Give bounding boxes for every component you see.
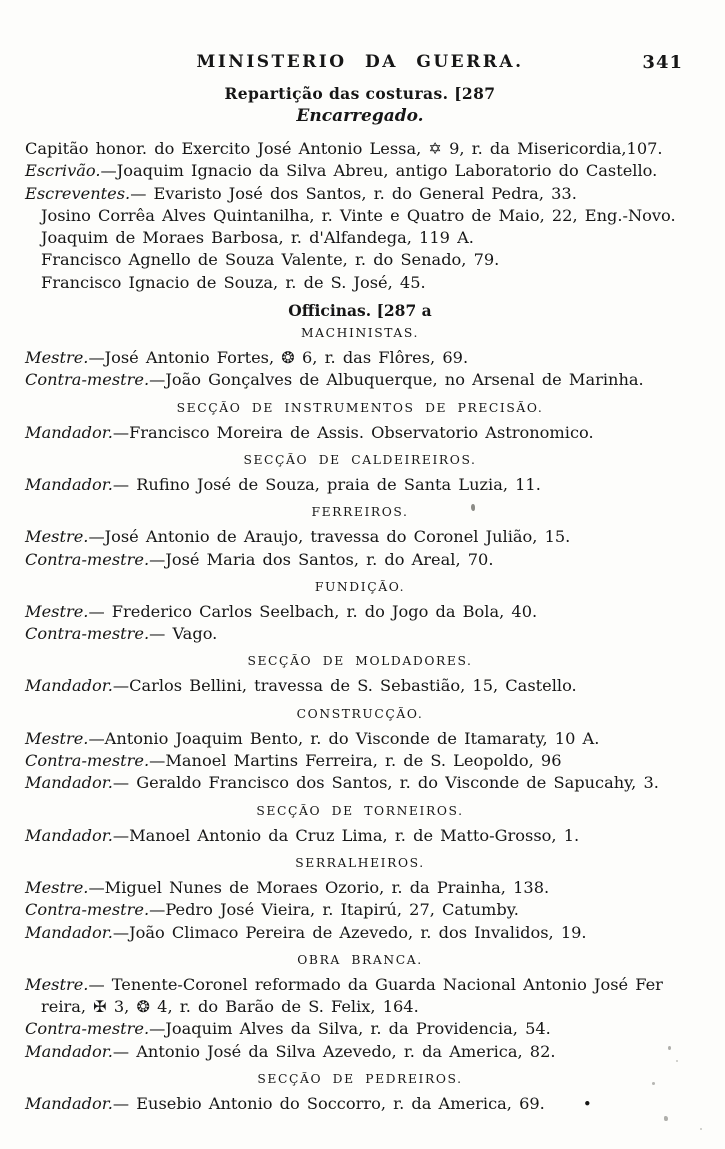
entry-text: Joaquim de Moraes Barbosa, r. d'Alfandega, 119 A.	[41, 228, 474, 248]
entry-text: — Frederico Carlos Seelbach, r. do Jogo da Bola, 40.	[88, 601, 538, 621]
entry-text: —Antonio Joaquim Bento, r. do Visconde de Itamaraty, 10 A.	[88, 728, 600, 748]
entry-text: — Evaristo José dos Santos, r. do General Pedra, 33.	[130, 183, 577, 203]
directory-entry	[25, 772, 695, 794]
section-heading: CONSTRUCÇÃO.	[296, 706, 424, 721]
entry-text: Francisco Agnello de Souza Valente, r. do Senado, 79.	[41, 250, 500, 270]
entry-label: Escreventes.	[25, 183, 131, 203]
ink-dot: •	[582, 1095, 592, 1114]
entry-label: Mestre.	[25, 601, 89, 621]
entry-text: — Geraldo Francisco dos Santos, r. do Visconde de Sapucahy, 3.	[112, 773, 659, 793]
directory-entry	[25, 877, 695, 899]
officinas-heading: Officinas. [287 a	[288, 301, 432, 321]
entry-text: —Francisco Moreira de Assis. Observatorio Astronomico.	[112, 422, 594, 442]
scan-speck	[700, 1128, 702, 1130]
directory-entry	[25, 1041, 695, 1063]
section-heading: SECÇÃO DE INSTRUMENTOS DE PRECISÃO.	[176, 400, 544, 415]
entry-label: Mestre.	[25, 974, 89, 994]
entry-label: Contra-mestre.	[25, 1019, 150, 1039]
directory-entry	[25, 160, 695, 182]
directory-entry	[25, 922, 695, 944]
directory-entry	[25, 183, 695, 205]
entry-text: —Pedro José Vieira, r. Itapirú, 27, Catumby.	[149, 900, 519, 920]
entry-label: Mandador.	[25, 922, 113, 942]
page-title: MINISTERIO DA GUERRA.	[196, 52, 524, 72]
entry-label: Mandador.	[25, 1041, 113, 1061]
directory-entry	[25, 272, 695, 294]
directory-entry	[25, 422, 695, 444]
directory-entry	[25, 205, 695, 227]
entry-text: —José Antonio de Araujo, travessa do Coronel Julião, 15.	[88, 527, 571, 547]
page-number: 341	[642, 52, 683, 73]
directory-entry-continuation	[25, 996, 695, 1018]
entry-label: Contra-mestre.	[25, 751, 150, 771]
entry-label: Mandador.	[25, 676, 113, 696]
entry-label: Contra-mestre.	[25, 370, 150, 390]
scan-speck	[668, 1046, 671, 1050]
scan-speck	[652, 1082, 655, 1085]
directory-entry	[25, 347, 695, 369]
scan-speck	[471, 504, 475, 511]
directory-entry	[25, 138, 695, 160]
department-heading: Repartição das costuras. [287	[224, 84, 496, 103]
entry-text: —Carlos Bellini, travessa de S. Sebastião, 15, Castello.	[112, 676, 577, 696]
entry-text: —Manoel Antonio da Cruz Lima, r. de Matto-Grosso, 1.	[112, 825, 580, 845]
section-heading: SECÇÃO DE MOLDADORES.	[247, 654, 473, 669]
section-heading: SECÇÃO DE PEDREIROS.	[257, 1072, 463, 1087]
entry-label: Mandador.	[25, 773, 113, 793]
entry-label: Mandador.	[25, 474, 113, 494]
entry-text: — Rufino José de Souza, praia de Santa Luzia, 11.	[112, 474, 541, 494]
directory-entry	[25, 728, 695, 750]
entry-text: —Miguel Nunes de Moraes Ozorio, r. da Prainha, 138.	[88, 877, 550, 897]
role-heading: Encarregado.	[296, 106, 424, 126]
entry-text: reira, ✠ 3, ❂ 4, r. do Barão de S. Felix, 164.	[41, 997, 419, 1017]
directory-entry	[25, 601, 695, 623]
entry-label: Mestre.	[25, 348, 89, 368]
entry-label: Mestre.	[25, 728, 89, 748]
entry-text: —Manoel Martins Ferreira, r. de S. Leopoldo, 96	[149, 751, 562, 771]
section-heading: SERRALHEIROS.	[295, 855, 425, 870]
directory-entry	[25, 1018, 695, 1040]
section-heading: OBRA BRANCA.	[297, 952, 423, 967]
page-header	[25, 52, 695, 78]
scan-speck	[676, 1060, 678, 1062]
directory-entry	[25, 974, 695, 996]
entry-text: Francisco Ignacio de Souza, r. de S. José, 45.	[41, 272, 426, 292]
directory-entry	[25, 750, 695, 772]
directory-entry	[25, 825, 695, 847]
entry-text: — Antonio José da Silva Azevedo, r. da America, 82.	[112, 1041, 556, 1061]
entry-label: Contra-mestre.	[25, 624, 150, 644]
directory-entry	[25, 549, 695, 571]
entry-text: —Joaquim Alves da Silva, r. da Providencia, 54.	[149, 1019, 551, 1039]
section-heading: MACHINISTAS.	[300, 326, 419, 341]
entry-text: —José Antonio Fortes, ❂ 6, r. das Flôres, 69.	[88, 348, 469, 368]
section-heading: SECÇÃO DE CALDEIREIROS.	[243, 452, 477, 467]
entry-label: Mandador.	[25, 1094, 113, 1114]
directory-entry	[25, 899, 695, 921]
entry-label: Mandador.	[25, 422, 113, 442]
entry-label: Mandador.	[25, 825, 113, 845]
entry-label: Mestre.	[25, 527, 89, 547]
entry-label: Escrivão.	[25, 161, 101, 181]
directory-entry	[25, 526, 695, 548]
entry-label: Mestre.	[25, 877, 89, 897]
entry-text: —João Climaco Pereira de Azevedo, r. dos Invalidos, 19.	[112, 922, 587, 942]
entry-text: —João Gonçalves de Albuquerque, no Arsenal de Marinha.	[149, 370, 644, 390]
directory-entry	[25, 623, 695, 645]
entry-text: Capitão honor. do Exercito José Antonio Lessa, ✡ 9, r. da Misericordia,107.	[25, 139, 663, 158]
entry-label: Contra-mestre.	[25, 549, 150, 569]
entry-text: — Eusebio Antonio do Soccorro, r. da America, 69.	[112, 1094, 545, 1114]
section-heading: FERREIROS.	[311, 505, 409, 520]
directory-entry	[25, 1093, 695, 1115]
section-heading: FUNDIÇÃO.	[314, 579, 406, 594]
entry-label: Contra-mestre.	[25, 900, 150, 920]
entry-text: —José Maria dos Santos, r. do Areal, 70.	[149, 549, 494, 569]
scan-speck	[664, 1116, 668, 1121]
directory-entry	[25, 474, 695, 496]
directory-entry	[25, 369, 695, 391]
page-content	[25, 52, 695, 1115]
entry-text: — Vago.	[149, 624, 218, 644]
directory-entry	[25, 249, 695, 271]
directory-entry	[25, 227, 695, 249]
entry-text: —Joaquim Ignacio da Silva Abreu, antigo Laboratorio do Castello.	[100, 161, 658, 181]
section-heading: SECÇÃO DE TORNEIROS.	[256, 803, 464, 818]
entry-text: Josino Corrêa Alves Quintanilha, r. Vinte e Quatro de Maio, 22, Eng.-Novo.	[41, 205, 676, 225]
directory-entry	[25, 675, 695, 697]
entry-text: — Tenente-Coronel reformado da Guarda Nacional Antonio José Fer	[88, 974, 663, 994]
